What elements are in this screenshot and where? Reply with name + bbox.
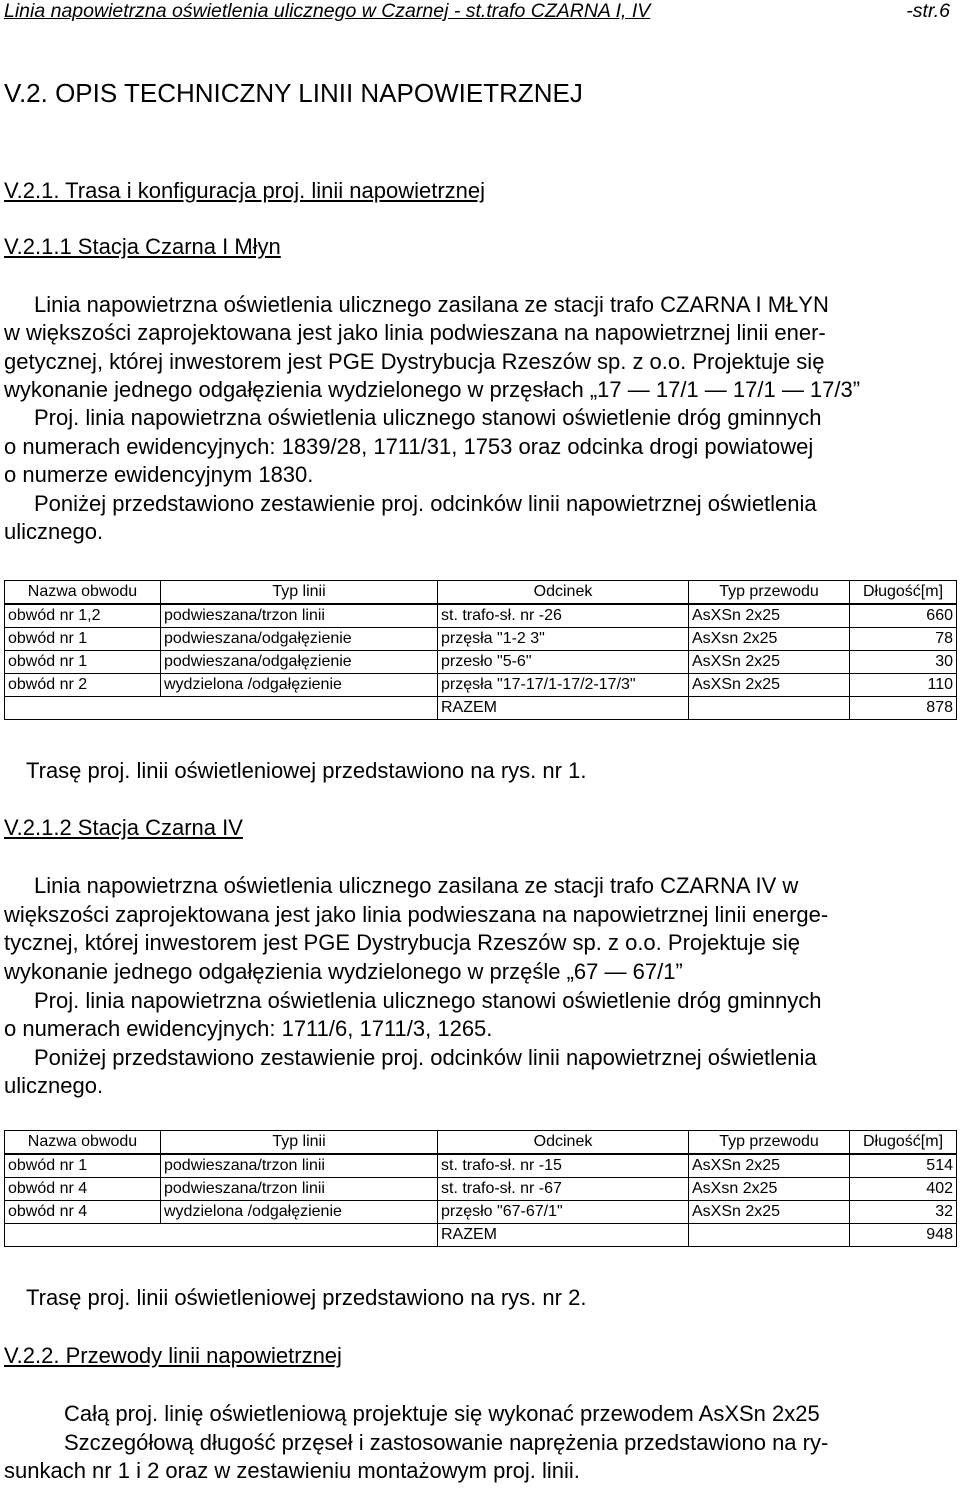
cell: wydzielona /odgałęzienie bbox=[161, 1201, 438, 1224]
s1-line-4: Proj. linia napowietrzna oświetlenia ulicznego stanowi oświetlenie dróg gminnych bbox=[34, 405, 822, 430]
total-label: RAZEM bbox=[438, 697, 689, 720]
s2-title: V.2.1.2 Stacja Czarna IV bbox=[4, 815, 243, 840]
col-header: Typ przewodu bbox=[689, 581, 850, 605]
cell: obwód nr 2 bbox=[5, 674, 161, 697]
cell: 78 bbox=[850, 628, 957, 651]
table-header-row bbox=[5, 1131, 957, 1155]
cell: 30 bbox=[850, 651, 957, 674]
s2-line-6: Poniżej przedstawiono zestawienie proj. odcinków linii napowietrznej oświetlenia bbox=[34, 1045, 817, 1070]
s2-line-1: większości zaprojektowana jest jako linia podwieszana na napowietrznej linii energe- bbox=[4, 902, 829, 927]
cell: podwieszana/trzon linii bbox=[161, 1178, 438, 1201]
cell: 32 bbox=[850, 1201, 957, 1224]
cell-empty bbox=[5, 697, 438, 720]
cell: st. trafo-sł. nr -26 bbox=[438, 604, 689, 628]
s1-line-2: getycznej, której inwestorem jest PGE Dystrybucja Rzeszów sp. z o.o. Projektuje się bbox=[4, 349, 825, 374]
subsection-title: V.2.1. Trasa i konfiguracja proj. linii napowietrznej bbox=[4, 178, 486, 203]
cell: st. trafo-sł. nr -67 bbox=[438, 1178, 689, 1201]
page-number: -str.6 bbox=[906, 0, 950, 22]
s2-line-2: tycznej, której inwestorem jest PGE Dystrybucja Rzeszów sp. z o.o. Projektuje się bbox=[4, 930, 800, 955]
cell-empty bbox=[689, 697, 850, 720]
s1-title: V.2.1.1 Stacja Czarna I Młyn bbox=[4, 234, 281, 259]
s1-line-6: o numerze ewidencyjnym 1830. bbox=[4, 462, 314, 487]
table-total-row bbox=[5, 697, 957, 720]
col-header: Długość[m] bbox=[850, 581, 957, 605]
col-header: Typ linii bbox=[161, 1131, 438, 1155]
col-header: Nazwa obwodu bbox=[5, 581, 161, 605]
s1-table bbox=[4, 580, 957, 720]
col-header: Długość[m] bbox=[850, 1131, 957, 1155]
cell: 402 bbox=[850, 1178, 957, 1201]
cell: przęsła "17-17/1-17/2-17/3" bbox=[438, 674, 689, 697]
cell: AsXSn 2x25 bbox=[689, 604, 850, 628]
s1-line-0: Linia napowietrzna oświetlenia ulicznego zasilana ze stacji trafo CZARNA I MŁYN bbox=[34, 292, 829, 317]
cell: AsXsn 2x25 bbox=[689, 628, 850, 651]
table-header-row bbox=[5, 581, 957, 605]
cell: AsXSn 2x25 bbox=[689, 651, 850, 674]
cell: przęsła "1-2 3" bbox=[438, 628, 689, 651]
cell-empty bbox=[5, 1224, 438, 1247]
table-total-row bbox=[5, 1224, 957, 1247]
total-value: 948 bbox=[850, 1224, 957, 1247]
s2-line-3: wykonanie jednego odgałęzienia wydzielonego w przęśle „67 — 67/1” bbox=[4, 959, 683, 984]
cell: wydzielona /odgałęzienie bbox=[161, 674, 438, 697]
cell: AsXSn 2x25 bbox=[689, 1154, 850, 1178]
cell: podwieszana/trzon linii bbox=[161, 1154, 438, 1178]
col-header: Nazwa obwodu bbox=[5, 1131, 161, 1155]
table-row bbox=[5, 1154, 957, 1178]
table-row bbox=[5, 674, 957, 697]
table-row bbox=[5, 1178, 957, 1201]
cell: obwód nr 1,2 bbox=[5, 604, 161, 628]
col-header: Odcinek bbox=[438, 1131, 689, 1155]
col-header: Typ linii bbox=[161, 581, 438, 605]
s1-note: Trasę proj. linii oświetleniowej przedstawiono na rys. nr 1. bbox=[26, 758, 587, 783]
s1-line-3: wykonanie jednego odgałęzienia wydzielonego w przęsłach „17 — 17/1 — 17/1 — 17/3” bbox=[4, 377, 861, 402]
total-value: 878 bbox=[850, 697, 957, 720]
cell: AsXsn 2x25 bbox=[689, 1178, 850, 1201]
s2-line-0: Linia napowietrzna oświetlenia ulicznego zasilana ze stacji trafo CZARNA IV w bbox=[34, 873, 799, 898]
cell: obwód nr 4 bbox=[5, 1201, 161, 1224]
cell-empty bbox=[689, 1224, 850, 1247]
table-row bbox=[5, 651, 957, 674]
cell: podwieszana/odgałęzienie bbox=[161, 651, 438, 674]
s2-table bbox=[4, 1130, 957, 1247]
s3-line-2: sunkach nr 1 i 2 oraz w zestawieniu montażowym proj. linii. bbox=[4, 1458, 580, 1483]
cell: obwód nr 1 bbox=[5, 1154, 161, 1178]
cell: 110 bbox=[850, 674, 957, 697]
col-header: Odcinek bbox=[438, 581, 689, 605]
section-title: V.2. OPIS TECHNICZNY LINII NAPOWIETRZNEJ bbox=[4, 78, 583, 108]
cell: podwieszana/trzon linii bbox=[161, 604, 438, 628]
cell: AsXSn 2x25 bbox=[689, 1201, 850, 1224]
s3-line-1: Szczegółową długość przęseł i zastosowanie naprężenia przedstawiono na ry- bbox=[64, 1430, 829, 1455]
page-header bbox=[4, 0, 954, 26]
s3-title: V.2.2. Przewody linii napowietrznej bbox=[4, 1343, 342, 1368]
cell: podwieszana/odgałęzienie bbox=[161, 628, 438, 651]
cell: obwód nr 4 bbox=[5, 1178, 161, 1201]
cell: 660 bbox=[850, 604, 957, 628]
table-row bbox=[5, 1201, 957, 1224]
cell: przęsło "67-67/1" bbox=[438, 1201, 689, 1224]
s2-line-7: ulicznego. bbox=[4, 1073, 104, 1098]
s1-line-7: Poniżej przedstawiono zestawienie proj. odcinków linii napowietrznej oświetlenia bbox=[34, 491, 817, 516]
cell: AsXSn 2x25 bbox=[689, 674, 850, 697]
cell: obwód nr 1 bbox=[5, 651, 161, 674]
s2-line-4: Proj. linia napowietrzna oświetlenia ulicznego stanowi oświetlenie dróg gminnych bbox=[34, 988, 822, 1013]
s3-line-0: Całą proj. linię oświetleniową projektuje się wykonać przewodem AsXSn 2x25 bbox=[64, 1401, 820, 1426]
header-title: Linia napowietrzna oświetlenia ulicznego w Czarnej - st.trafo CZARNA I, IV bbox=[4, 0, 651, 22]
s1-line-1: w większości zaprojektowana jest jako linia podwieszana na napowietrznej linii ener- bbox=[4, 320, 826, 345]
cell: przesło "5-6" bbox=[438, 651, 689, 674]
table-row bbox=[5, 604, 957, 628]
s1-line-5: o numerach ewidencyjnych: 1839/28, 1711/31, 1753 oraz odcinka drogi powiatowej bbox=[4, 434, 814, 459]
s1-line-8: ulicznego. bbox=[4, 519, 104, 544]
total-label: RAZEM bbox=[438, 1224, 689, 1247]
cell: st. trafo-sł. nr -15 bbox=[438, 1154, 689, 1178]
col-header: Typ przewodu bbox=[689, 1131, 850, 1155]
table-row bbox=[5, 628, 957, 651]
cell: 514 bbox=[850, 1154, 957, 1178]
cell: obwód nr 1 bbox=[5, 628, 161, 651]
s2-note: Trasę proj. linii oświetleniowej przedstawiono na rys. nr 2. bbox=[26, 1285, 587, 1310]
s2-line-5: o numerach ewidencyjnych: 1711/6, 1711/3, 1265. bbox=[4, 1016, 493, 1041]
